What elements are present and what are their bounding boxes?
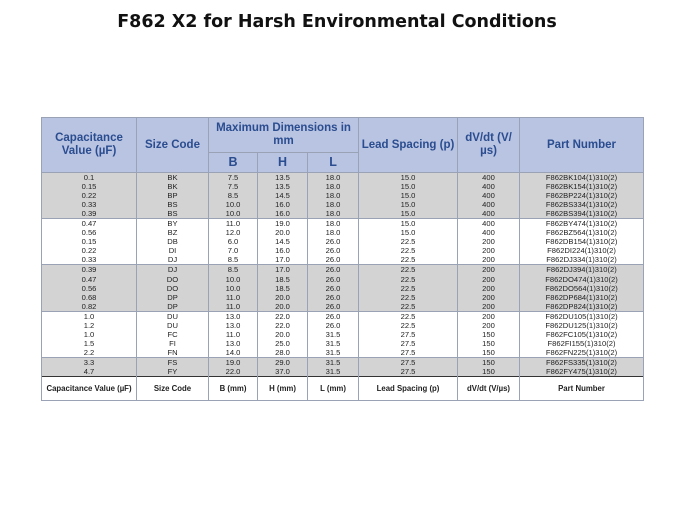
table-row — [42, 173, 644, 183]
cell-l: 26.0 — [308, 275, 359, 284]
cell-dvdt: 200 — [458, 302, 520, 312]
cell-dvdt: 200 — [458, 255, 520, 265]
cell-size-code: DO — [137, 275, 209, 284]
cell-l: 31.5 — [308, 357, 359, 367]
header-max-dimensions: Maximum Dimensions in mm — [209, 118, 359, 153]
cell-h: 20.0 — [258, 228, 308, 237]
cell-part-number: F862BS334(1)310(2) — [520, 200, 644, 209]
header-lead-spacing: Lead Spacing (p) — [359, 118, 458, 173]
table-row — [42, 330, 644, 339]
header-b: B — [209, 153, 258, 173]
table-row — [42, 209, 644, 219]
table-row — [42, 284, 644, 293]
cell-size-code: FI — [137, 339, 209, 348]
cell-lead-spacing: 22.5 — [359, 275, 458, 284]
cell-part-number: F862DJ334(1)310(2) — [520, 255, 644, 265]
cell-b: 8.5 — [209, 191, 258, 200]
cell-lead-spacing: 22.5 — [359, 246, 458, 255]
header-capacitance: Capacitance Value (µF) — [42, 118, 137, 173]
cell-b: 12.0 — [209, 228, 258, 237]
cell-h: 22.0 — [258, 321, 308, 330]
footer-b: B (mm) — [209, 377, 258, 401]
table-row — [42, 339, 644, 348]
table-row — [42, 311, 644, 321]
cell-l: 26.0 — [308, 302, 359, 312]
cell-lead-spacing: 27.5 — [359, 367, 458, 377]
cell-l: 26.0 — [308, 321, 359, 330]
footer-size-code: Size Code — [137, 377, 209, 401]
cell-dvdt: 400 — [458, 228, 520, 237]
cell-size-code: BS — [137, 209, 209, 219]
cell-l: 31.5 — [308, 367, 359, 377]
cell-capacitance: 0.68 — [42, 293, 137, 302]
cell-dvdt: 150 — [458, 357, 520, 367]
cell-l: 18.0 — [308, 200, 359, 209]
cell-dvdt: 400 — [458, 209, 520, 219]
cell-lead-spacing: 15.0 — [359, 182, 458, 191]
cell-b: 19.0 — [209, 357, 258, 367]
cell-size-code: DU — [137, 321, 209, 330]
cell-lead-spacing: 22.5 — [359, 255, 458, 265]
table-row — [42, 275, 644, 284]
cell-lead-spacing: 27.5 — [359, 330, 458, 339]
cell-b: 6.0 — [209, 237, 258, 246]
cell-lead-spacing: 22.5 — [359, 311, 458, 321]
cell-b: 10.0 — [209, 200, 258, 209]
cell-l: 18.0 — [308, 209, 359, 219]
cell-capacitance: 4.7 — [42, 367, 137, 377]
cell-part-number: F862DB154(1)310(2) — [520, 237, 644, 246]
cell-h: 29.0 — [258, 357, 308, 367]
cell-dvdt: 200 — [458, 284, 520, 293]
cell-dvdt: 200 — [458, 321, 520, 330]
cell-dvdt: 150 — [458, 367, 520, 377]
cell-capacitance: 0.82 — [42, 302, 137, 312]
cell-capacitance: 0.47 — [42, 275, 137, 284]
cell-dvdt: 200 — [458, 265, 520, 275]
cell-lead-spacing: 15.0 — [359, 219, 458, 229]
footer-capacitance: Capacitance Value (µF) — [42, 377, 137, 401]
cell-size-code: DP — [137, 302, 209, 312]
cell-b: 7.0 — [209, 246, 258, 255]
cell-lead-spacing: 27.5 — [359, 348, 458, 358]
table-row — [42, 246, 644, 255]
table-row — [42, 357, 644, 367]
table-row — [42, 237, 644, 246]
cell-part-number: F862DJ394(1)310(2) — [520, 265, 644, 275]
cell-size-code: BS — [137, 200, 209, 209]
cell-dvdt: 400 — [458, 200, 520, 209]
cell-capacitance: 3.3 — [42, 357, 137, 367]
cell-size-code: FY — [137, 367, 209, 377]
cell-h: 18.5 — [258, 275, 308, 284]
table-row — [42, 321, 644, 330]
cell-l: 31.5 — [308, 348, 359, 358]
table-row — [42, 293, 644, 302]
cell-h: 22.0 — [258, 311, 308, 321]
table-row — [42, 228, 644, 237]
cell-h: 19.0 — [258, 219, 308, 229]
cell-lead-spacing: 15.0 — [359, 209, 458, 219]
table-row — [42, 219, 644, 229]
cell-capacitance: 0.15 — [42, 237, 137, 246]
cell-l: 18.0 — [308, 182, 359, 191]
cell-part-number: F862FI155(1)310(2) — [520, 339, 644, 348]
cell-part-number: F862FC105(1)310(2) — [520, 330, 644, 339]
cell-b: 8.5 — [209, 255, 258, 265]
cell-capacitance: 0.39 — [42, 265, 137, 275]
cell-l: 26.0 — [308, 255, 359, 265]
cell-b: 11.0 — [209, 293, 258, 302]
cell-l: 18.0 — [308, 219, 359, 229]
cell-h: 17.0 — [258, 255, 308, 265]
cell-h: 37.0 — [258, 367, 308, 377]
footer-l: L (mm) — [308, 377, 359, 401]
cell-part-number: F862DO564(1)310(2) — [520, 284, 644, 293]
cell-part-number: F862DU105(1)310(2) — [520, 311, 644, 321]
cell-capacitance: 0.47 — [42, 219, 137, 229]
cell-part-number: F862DP824(1)310(2) — [520, 302, 644, 312]
cell-l: 18.0 — [308, 191, 359, 200]
cell-capacitance: 1.5 — [42, 339, 137, 348]
cell-l: 18.0 — [308, 173, 359, 183]
cell-lead-spacing: 15.0 — [359, 173, 458, 183]
cell-lead-spacing: 15.0 — [359, 200, 458, 209]
table-row — [42, 182, 644, 191]
cell-size-code: DI — [137, 246, 209, 255]
header-size-code: Size Code — [137, 118, 209, 173]
cell-lead-spacing: 15.0 — [359, 191, 458, 200]
cell-size-code: FC — [137, 330, 209, 339]
cell-dvdt: 150 — [458, 339, 520, 348]
cell-capacitance: 1.2 — [42, 321, 137, 330]
header-h: H — [258, 153, 308, 173]
cell-h: 28.0 — [258, 348, 308, 358]
cell-lead-spacing: 22.5 — [359, 284, 458, 293]
cell-capacitance: 1.0 — [42, 311, 137, 321]
table-row — [42, 200, 644, 209]
cell-capacitance: 0.15 — [42, 182, 137, 191]
cell-size-code: DB — [137, 237, 209, 246]
cell-l: 26.0 — [308, 246, 359, 255]
cell-size-code: BK — [137, 182, 209, 191]
cell-b: 10.0 — [209, 275, 258, 284]
cell-lead-spacing: 22.5 — [359, 302, 458, 312]
cell-size-code: BZ — [137, 228, 209, 237]
cell-capacitance: 0.1 — [42, 173, 137, 183]
table-row — [42, 348, 644, 358]
cell-size-code: DO — [137, 284, 209, 293]
cell-h: 20.0 — [258, 302, 308, 312]
cell-b: 22.0 — [209, 367, 258, 377]
cell-b: 14.0 — [209, 348, 258, 358]
cell-dvdt: 400 — [458, 191, 520, 200]
cell-part-number: F862DO474(1)310(2) — [520, 275, 644, 284]
header-dvdt: dV/dt (V/µs) — [458, 118, 520, 173]
footer-part-number: Part Number — [520, 377, 644, 401]
cell-l: 26.0 — [308, 284, 359, 293]
footer-h: H (mm) — [258, 377, 308, 401]
capacitor-spec-table — [41, 117, 644, 401]
cell-size-code: FN — [137, 348, 209, 358]
cell-l: 26.0 — [308, 237, 359, 246]
cell-size-code: BY — [137, 219, 209, 229]
footer-dvdt: dV/dt (V/µs) — [458, 377, 520, 401]
cell-size-code: DU — [137, 311, 209, 321]
cell-part-number: F862DU125(1)310(2) — [520, 321, 644, 330]
cell-b: 10.0 — [209, 209, 258, 219]
cell-h: 14.5 — [258, 191, 308, 200]
cell-h: 14.5 — [258, 237, 308, 246]
cell-h: 18.5 — [258, 284, 308, 293]
cell-size-code: BK — [137, 173, 209, 183]
cell-capacitance: 0.22 — [42, 191, 137, 200]
cell-size-code: DJ — [137, 255, 209, 265]
cell-capacitance: 0.56 — [42, 228, 137, 237]
cell-capacitance: 0.22 — [42, 246, 137, 255]
cell-size-code: BP — [137, 191, 209, 200]
cell-lead-spacing: 22.5 — [359, 237, 458, 246]
cell-dvdt: 400 — [458, 219, 520, 229]
cell-lead-spacing: 27.5 — [359, 339, 458, 348]
cell-part-number: F862FN225(1)310(2) — [520, 348, 644, 358]
cell-part-number: F862FY475(1)310(2) — [520, 367, 644, 377]
cell-capacitance: 0.33 — [42, 255, 137, 265]
cell-size-code: DJ — [137, 265, 209, 275]
cell-dvdt: 400 — [458, 173, 520, 183]
cell-h: 20.0 — [258, 293, 308, 302]
cell-part-number: F862FS335(1)310(2) — [520, 357, 644, 367]
cell-capacitance: 2.2 — [42, 348, 137, 358]
table-row — [42, 191, 644, 200]
cell-dvdt: 150 — [458, 348, 520, 358]
header-l: L — [308, 153, 359, 173]
cell-b: 8.5 — [209, 265, 258, 275]
cell-part-number: F862BP224(1)310(2) — [520, 191, 644, 200]
header-part-number: Part Number — [520, 118, 644, 173]
table-body — [42, 173, 644, 377]
cell-h: 16.0 — [258, 209, 308, 219]
cell-lead-spacing: 15.0 — [359, 228, 458, 237]
cell-h: 17.0 — [258, 265, 308, 275]
cell-l: 26.0 — [308, 311, 359, 321]
cell-size-code: FS — [137, 357, 209, 367]
cell-dvdt: 200 — [458, 275, 520, 284]
cell-part-number: F862BK104(1)310(2) — [520, 173, 644, 183]
cell-capacitance: 0.56 — [42, 284, 137, 293]
cell-l: 26.0 — [308, 265, 359, 275]
cell-dvdt: 200 — [458, 293, 520, 302]
cell-b: 11.0 — [209, 219, 258, 229]
cell-b: 13.0 — [209, 311, 258, 321]
cell-capacitance: 0.33 — [42, 200, 137, 209]
cell-dvdt: 400 — [458, 182, 520, 191]
cell-part-number: F862BK154(1)310(2) — [520, 182, 644, 191]
footer-lead-spacing: Lead Spacing (p) — [359, 377, 458, 401]
cell-b: 10.0 — [209, 284, 258, 293]
cell-b: 11.0 — [209, 330, 258, 339]
cell-lead-spacing: 27.5 — [359, 357, 458, 367]
cell-h: 25.0 — [258, 339, 308, 348]
cell-l: 18.0 — [308, 228, 359, 237]
cell-l: 31.5 — [308, 339, 359, 348]
table-row — [42, 302, 644, 312]
cell-b: 13.0 — [209, 339, 258, 348]
cell-capacitance: 1.0 — [42, 330, 137, 339]
page-title: F862 X2 for Harsh Environmental Conditions — [117, 12, 557, 32]
cell-b: 11.0 — [209, 302, 258, 312]
cell-l: 31.5 — [308, 330, 359, 339]
cell-dvdt: 200 — [458, 246, 520, 255]
cell-b: 13.0 — [209, 321, 258, 330]
cell-part-number: F862BS394(1)310(2) — [520, 209, 644, 219]
cell-lead-spacing: 22.5 — [359, 293, 458, 302]
cell-capacitance: 0.39 — [42, 209, 137, 219]
cell-dvdt: 200 — [458, 237, 520, 246]
cell-lead-spacing: 22.5 — [359, 265, 458, 275]
cell-part-number: F862BY474(1)310(2) — [520, 219, 644, 229]
table-row — [42, 265, 644, 275]
cell-h: 13.5 — [258, 173, 308, 183]
table-row — [42, 367, 644, 377]
cell-part-number: F862BZ564(1)310(2) — [520, 228, 644, 237]
cell-h: 16.0 — [258, 246, 308, 255]
cell-h: 20.0 — [258, 330, 308, 339]
cell-lead-spacing: 22.5 — [359, 321, 458, 330]
cell-dvdt: 150 — [458, 330, 520, 339]
cell-part-number: F862DP684(1)310(2) — [520, 293, 644, 302]
table-row — [42, 255, 644, 265]
cell-b: 7.5 — [209, 182, 258, 191]
cell-b: 7.5 — [209, 173, 258, 183]
cell-size-code: DP — [137, 293, 209, 302]
cell-part-number: F862DI224(1)310(2) — [520, 246, 644, 255]
cell-h: 13.5 — [258, 182, 308, 191]
cell-h: 16.0 — [258, 200, 308, 209]
cell-dvdt: 200 — [458, 311, 520, 321]
cell-l: 26.0 — [308, 293, 359, 302]
